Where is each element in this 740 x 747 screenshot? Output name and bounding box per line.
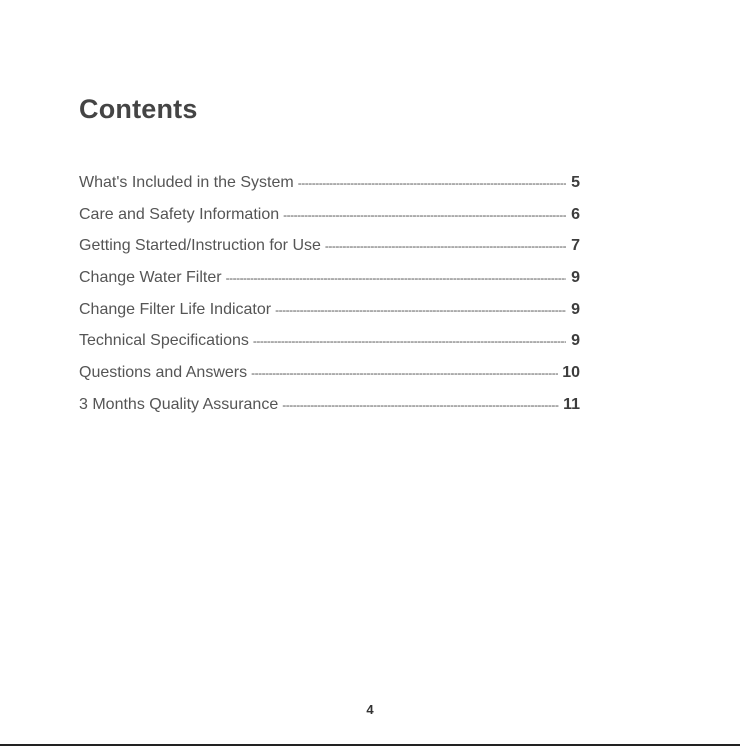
- toc-entry-label: Questions and Answers: [79, 364, 248, 382]
- toc-leader-dashes: [226, 271, 566, 285]
- page-number: 4: [366, 702, 374, 717]
- toc-leader-dashes: [283, 208, 566, 222]
- toc-leader-dashes: [282, 398, 559, 412]
- toc-leader-dashes: [298, 176, 566, 190]
- toc-entry-page: 7: [571, 237, 580, 255]
- toc-entry-label: Change Filter Life Indicator: [79, 300, 272, 318]
- toc-entry[interactable]: [79, 301, 580, 333]
- toc-entry-label: Care and Safety Information: [79, 205, 280, 223]
- toc-entry[interactable]: [79, 237, 580, 269]
- toc-entry[interactable]: [79, 364, 580, 396]
- toc-entry[interactable]: [79, 332, 580, 364]
- toc-entry-page: 9: [571, 300, 580, 318]
- page-title: Contents: [79, 94, 198, 124]
- toc-entry-page: 11: [563, 395, 580, 413]
- toc-entry-label: Getting Started/Instruction for Use: [79, 237, 321, 255]
- toc-leader-dashes: [325, 239, 566, 253]
- toc-entry[interactable]: [79, 269, 580, 301]
- toc-entry[interactable]: [79, 174, 580, 206]
- toc-entry-label: Technical Specifications: [79, 332, 249, 350]
- toc-entry-page: 9: [571, 269, 580, 287]
- toc-leader-dashes: [251, 366, 558, 380]
- toc-leader-dashes: [275, 303, 566, 317]
- table-of-contents: [79, 174, 580, 428]
- toc-entry-page: 10: [562, 364, 580, 382]
- toc-entry[interactable]: [79, 396, 580, 428]
- toc-entry-page: 9: [571, 332, 580, 350]
- toc-entry-label: Change Water Filter: [79, 269, 222, 287]
- bottom-divider: [0, 744, 740, 746]
- toc-entry[interactable]: [79, 206, 580, 238]
- toc-entry-page: 5: [571, 174, 580, 191]
- toc-entry-label: What's Included in the System: [79, 174, 294, 191]
- toc-entry-label: 3 Months Quality Assurance: [79, 395, 279, 413]
- toc-entry-page: 6: [571, 205, 580, 223]
- toc-leader-dashes: [253, 334, 566, 348]
